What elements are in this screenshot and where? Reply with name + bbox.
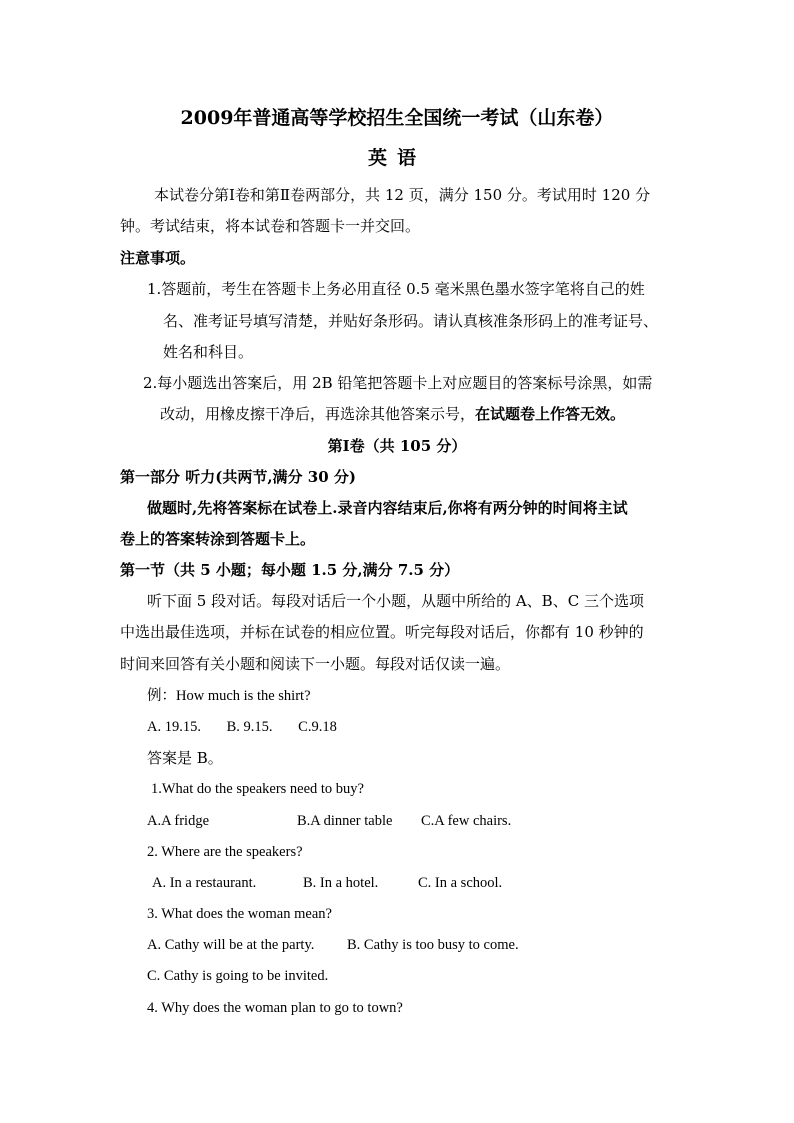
example-question: 例：How much is the shirt?: [147, 688, 311, 704]
section-1-instruction-line-1: 听下面 5 段对话。每段对话后一个小题，从题中所给的 A、B、C 三个选项: [147, 592, 644, 610]
question-2-option-c: C. In a school.: [418, 875, 503, 891]
example-option-a: A. 19.15.: [147, 719, 201, 735]
question-2-text: 2. Where are the speakers?: [147, 844, 303, 860]
question-4-text: 4. Why does the woman plan to go to town?: [147, 1000, 403, 1016]
note-2-line-1: 2.每小题选出答案后，用 2B 铅笔把答题卡上对应题目的答案标号涂黑，如需: [143, 374, 653, 392]
example-answer: 答案是 B。: [147, 749, 223, 767]
question-3-option-a: A. Cathy will be at the party.: [147, 937, 315, 953]
part-1-instruction-line-1: 做题时,先将答案标在试卷上.录音内容结束后,你将有两分钟的时间将主试: [147, 499, 628, 517]
question-1-options: [147, 811, 511, 831]
intro-line-1: 本试卷分第Ⅰ卷和第Ⅱ卷两部分，共 12 页，满分 150 分。考试用时 120 分: [154, 186, 651, 204]
note-2-line-2: [160, 404, 625, 424]
note-1-line-2: 名、准考证号填写清楚，并贴好条形码。请认真核准条形码上的准考证号、: [163, 312, 659, 330]
question-3-option-b: B. Cathy is too busy to come.: [347, 937, 519, 953]
subject-title: 英语: [367, 147, 426, 169]
question-2-option-a: A. In a restaurant.: [152, 875, 257, 891]
question-1-text: 1.What do the speakers need to buy?: [151, 781, 364, 797]
question-2-option-b: B. In a hotel.: [303, 875, 379, 891]
note-1-line-1: 1.答题前，考生在答题卡上务必用直径 0.5 毫米黑色墨水签字笔将自己的姓: [147, 280, 645, 298]
example-option-b: B. 9.15.: [226, 719, 273, 735]
question-1-option-c: C.A few chairs.: [421, 813, 512, 829]
part-1-instruction-line-2: 卷上的答案转涂到答题卡上。: [120, 530, 316, 548]
question-1-option-a: A.A fridge: [147, 813, 210, 829]
note-2-bold-warning: 在试题卷上作答无效。: [475, 405, 626, 423]
note-1-line-3: 姓名和科目。: [163, 343, 254, 361]
note-2-normal-text: 改动，用橡皮擦干净后，再选涂其他答案示号，: [160, 405, 476, 423]
question-3-option-c: C. Cathy is going to be invited.: [147, 968, 329, 984]
example-options: [147, 717, 337, 737]
section-1-instruction-line-3: 时间来回答有关小题和阅读下一小题。每段对话仅读一遍。: [120, 655, 511, 673]
exam-title: 2009年普通高等学校招生全国统一考试（山东卷）: [180, 107, 614, 129]
example-option-c: C.9.18: [298, 719, 337, 735]
question-3-options-row-1: [147, 935, 519, 955]
intro-line-2: 钟。考试结束，将本试卷和答题卡一并交回。: [120, 217, 421, 235]
section-1-heading: 第一节（共 5 小题；每小题 1.5 分,满分 7.5 分）: [120, 561, 460, 579]
section-1-instruction-line-2: 中选出最佳选项，并标在试卷的相应位置。听完每段对话后，你都有 10 秒钟的: [120, 623, 644, 641]
question-3-text: 3. What does the woman mean?: [147, 906, 332, 922]
question-2-options: [152, 873, 502, 893]
question-1-option-b: B.A dinner table: [297, 813, 393, 829]
volume-1-heading: 第Ⅰ卷（共 105 分）: [327, 437, 467, 455]
notes-heading: 注意事项。: [120, 249, 196, 267]
part-1-heading: 第一部分 听力(共两节,满分 30 分): [120, 468, 356, 486]
